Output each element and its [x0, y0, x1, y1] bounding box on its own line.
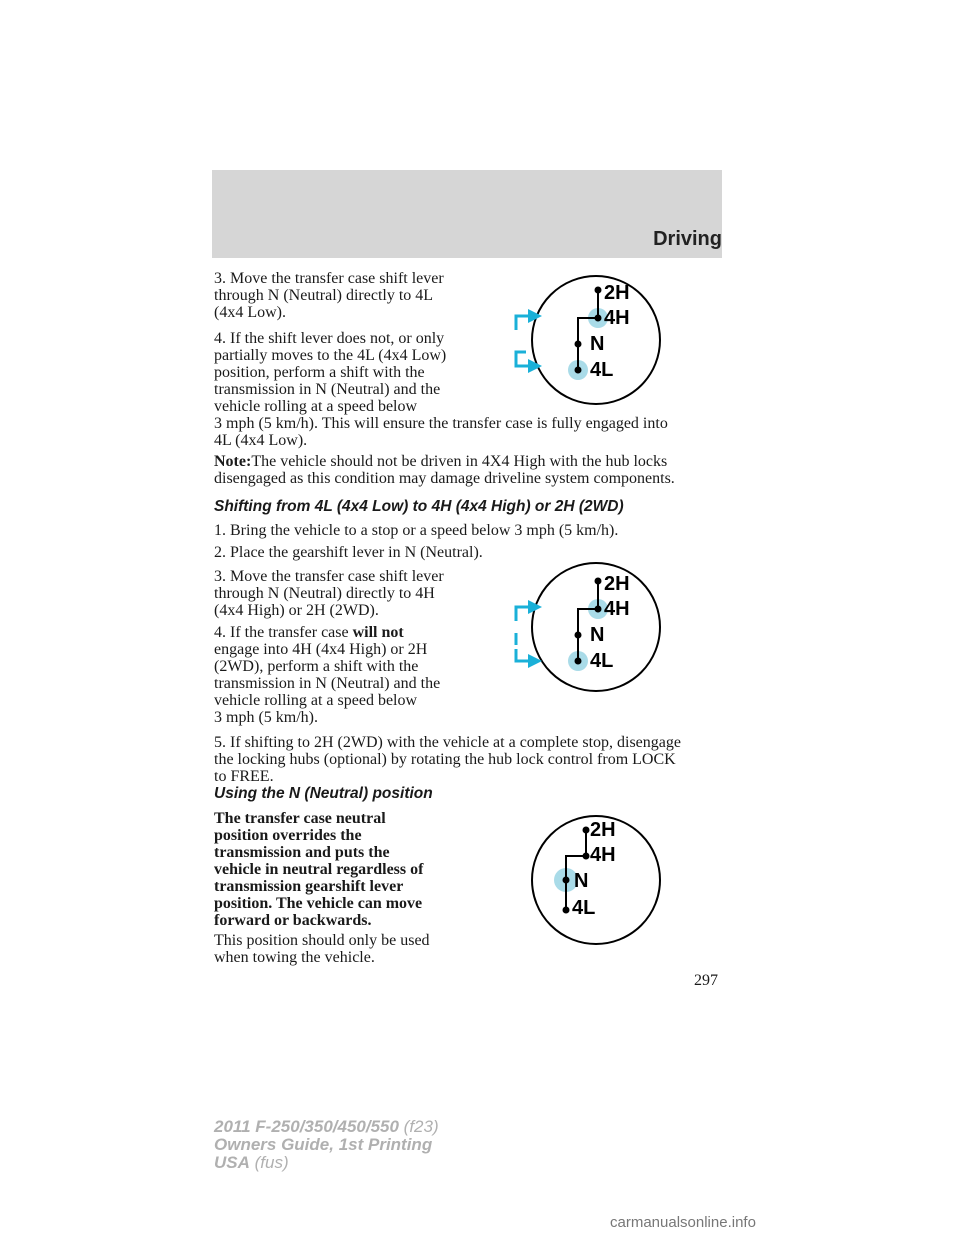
page-number: 297: [694, 972, 718, 989]
label-4l: 4L: [590, 359, 614, 381]
label-4h: 4H: [590, 844, 616, 866]
shift-step-4-a: 4. If the transfer case: [214, 624, 353, 641]
label-n: N: [590, 624, 605, 646]
shift-step-4-b: engage into 4H (4x4 High) or 2H (2WD), perform a shift with the transmission in N (Neutral) and the vehicle rolling at a speed below 3 mph (5 km/h).: [214, 641, 441, 726]
label-2h: 2H: [604, 282, 630, 304]
footer-line-2: Owners Guide, 1st Printing: [214, 1135, 433, 1154]
label-4h: 4H: [604, 307, 630, 329]
header-band: [212, 170, 722, 258]
label-4h: 4H: [604, 598, 630, 620]
label-2h: 2H: [590, 819, 616, 841]
label-n: N: [590, 333, 605, 355]
note-paragraph: [214, 453, 675, 487]
label-4l: 4L: [590, 650, 614, 672]
note-text: The vehicle should not be driven in 4X4 High with the hub locks disengaged as this condition may damage driveline system components.: [214, 453, 675, 487]
footer-line-1: [214, 1118, 439, 1136]
shift-step-2: 2. Place the gearshift lever in N (Neutral).: [214, 544, 483, 561]
footer-region: USA: [214, 1153, 250, 1172]
step-3-text: 3. Move the transfer case shift lever through N (Neutral) directly to 4L (4x4 Low).: [214, 270, 444, 321]
shift-step-5: 5. If shifting to 2H (2WD) with the vehicle at a complete stop, disengage the locking hubs (optional) by rotating the hub lock control from LOCK to FREE.: [214, 734, 681, 785]
footer-line-3: [214, 1154, 439, 1172]
neutral-warning: The transfer case neutral position overrides the transmission and puts the vehicle in neutral regardless of transmission gearshift lever position. The vehicle can move forward or backwards.: [214, 810, 424, 929]
shift-step-3: 3. Move the transfer case shift lever through N (Neutral) directly to 4H (4x4 High) or 2H (2WD).: [214, 568, 444, 619]
shift-diagram-4l: [500, 270, 680, 410]
footer-model-code: (f23): [398, 1117, 439, 1136]
footer-region-code: (fus): [249, 1153, 289, 1172]
label-4l: 4L: [572, 897, 596, 919]
heading-neutral: Using the N (Neutral) position: [214, 785, 433, 802]
label-2h: 2H: [604, 573, 630, 595]
step-4-text: 4. If the shift lever does not, or only partially moves to the 4L (4x4 Low) position, perform a shift with the transmission in N (Neutral) and the vehicle rolling at a speed below 3 mph (5 km/h). This will ensure the transfer case is fully engaged into 4L (4x4 Low).: [214, 330, 668, 449]
note-label: Note:: [214, 453, 252, 470]
shift-step-4-bold: will not: [352, 624, 404, 641]
shift-step-1: 1. Bring the vehicle to a stop or a speed below 3 mph (5 km/h).: [214, 522, 619, 539]
heading-shift-4l-to-4h: Shifting from 4L (4x4 Low) to 4H (4x4 High) or 2H (2WD): [214, 498, 624, 515]
footer-print-info: [214, 1118, 439, 1172]
shift-step-4: [214, 624, 440, 726]
shift-diagram-4h: [500, 557, 680, 697]
watermark[interactable]: carmanualsonline.info: [610, 1214, 756, 1231]
label-n: N: [574, 870, 589, 892]
shift-diagram-neutral: [500, 810, 680, 950]
footer-model: 2011 F-250/350/450/550: [214, 1117, 399, 1136]
section-title: Driving: [653, 228, 722, 250]
neutral-usage: This position should only be used when towing the vehicle.: [214, 932, 430, 966]
